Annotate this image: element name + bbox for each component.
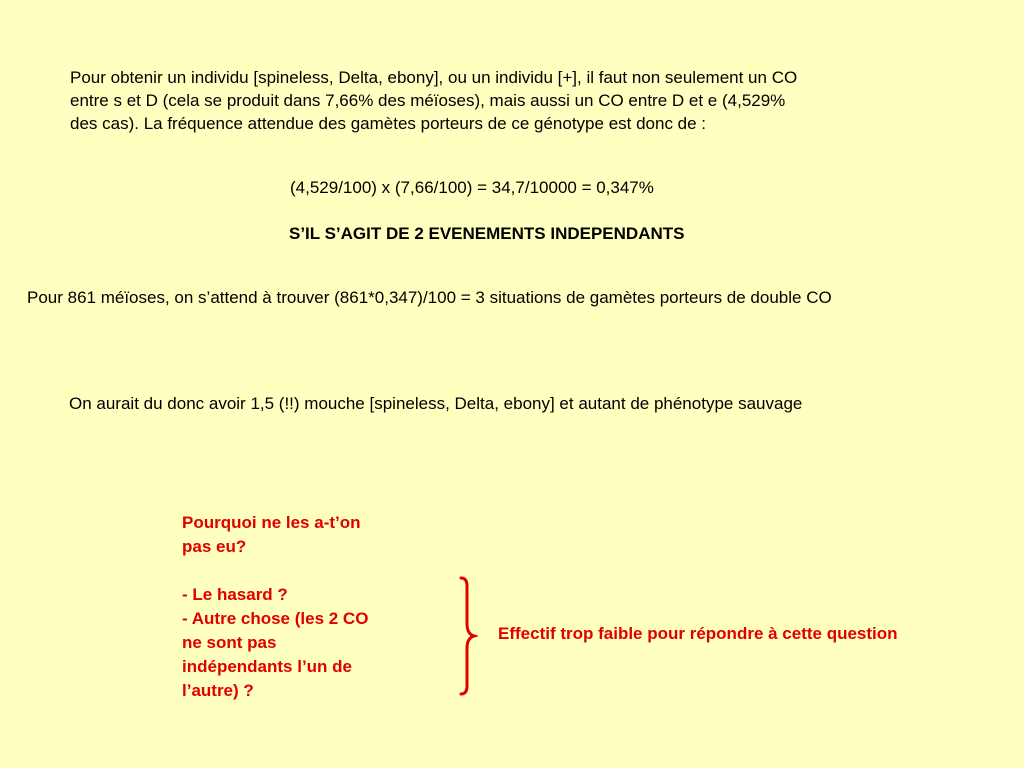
question-line-2: pas eu? bbox=[182, 537, 247, 556]
intro-paragraph bbox=[70, 66, 797, 135]
meioses-expectation: Pour 861 méïoses, on s’attend à trouver (861*0,347)/100 = 3 situations de gamètes porteurs de double CO bbox=[27, 288, 832, 307]
spacer bbox=[182, 559, 368, 583]
bullet-hasard: - Le hasard ? bbox=[182, 585, 288, 604]
bullet-other-line-3: indépendants l’un de bbox=[182, 657, 353, 676]
question-block bbox=[182, 511, 368, 703]
intro-line-2: entre s et D (cela se produit dans 7,66% des méïoses), mais aussi un CO entre D et e (4,529% bbox=[70, 91, 786, 110]
expected-flies: On aurait du donc avoir 1,5 (!!) mouche [spineless, Delta, ebony] et autant de phénotype sauvage bbox=[69, 394, 803, 413]
bullet-other-line-2: ne sont pas bbox=[182, 633, 277, 652]
question-line-1: Pourquoi ne les a-t’on bbox=[182, 513, 361, 532]
curly-brace-icon bbox=[458, 576, 478, 696]
independence-condition: S’IL S’AGIT DE 2 EVENEMENTS INDEPENDANTS bbox=[289, 224, 685, 243]
probability-formula: (4,529/100) x (7,66/100) = 34,7/10000 = 0,347% bbox=[290, 178, 654, 197]
intro-line-1: Pour obtenir un individu [spineless, Delta, ebony], ou un individu [+], il faut non seulement un CO bbox=[70, 68, 798, 87]
bullet-other-line-4: l’autre) ? bbox=[182, 681, 254, 700]
intro-line-3: des cas). La fréquence attendue des gamètes porteurs de ce génotype est donc de : bbox=[70, 114, 707, 133]
bullet-other-line-1: - Autre chose (les 2 CO bbox=[182, 609, 369, 628]
answer-text: Effectif trop faible pour répondre à cette question bbox=[498, 624, 898, 643]
